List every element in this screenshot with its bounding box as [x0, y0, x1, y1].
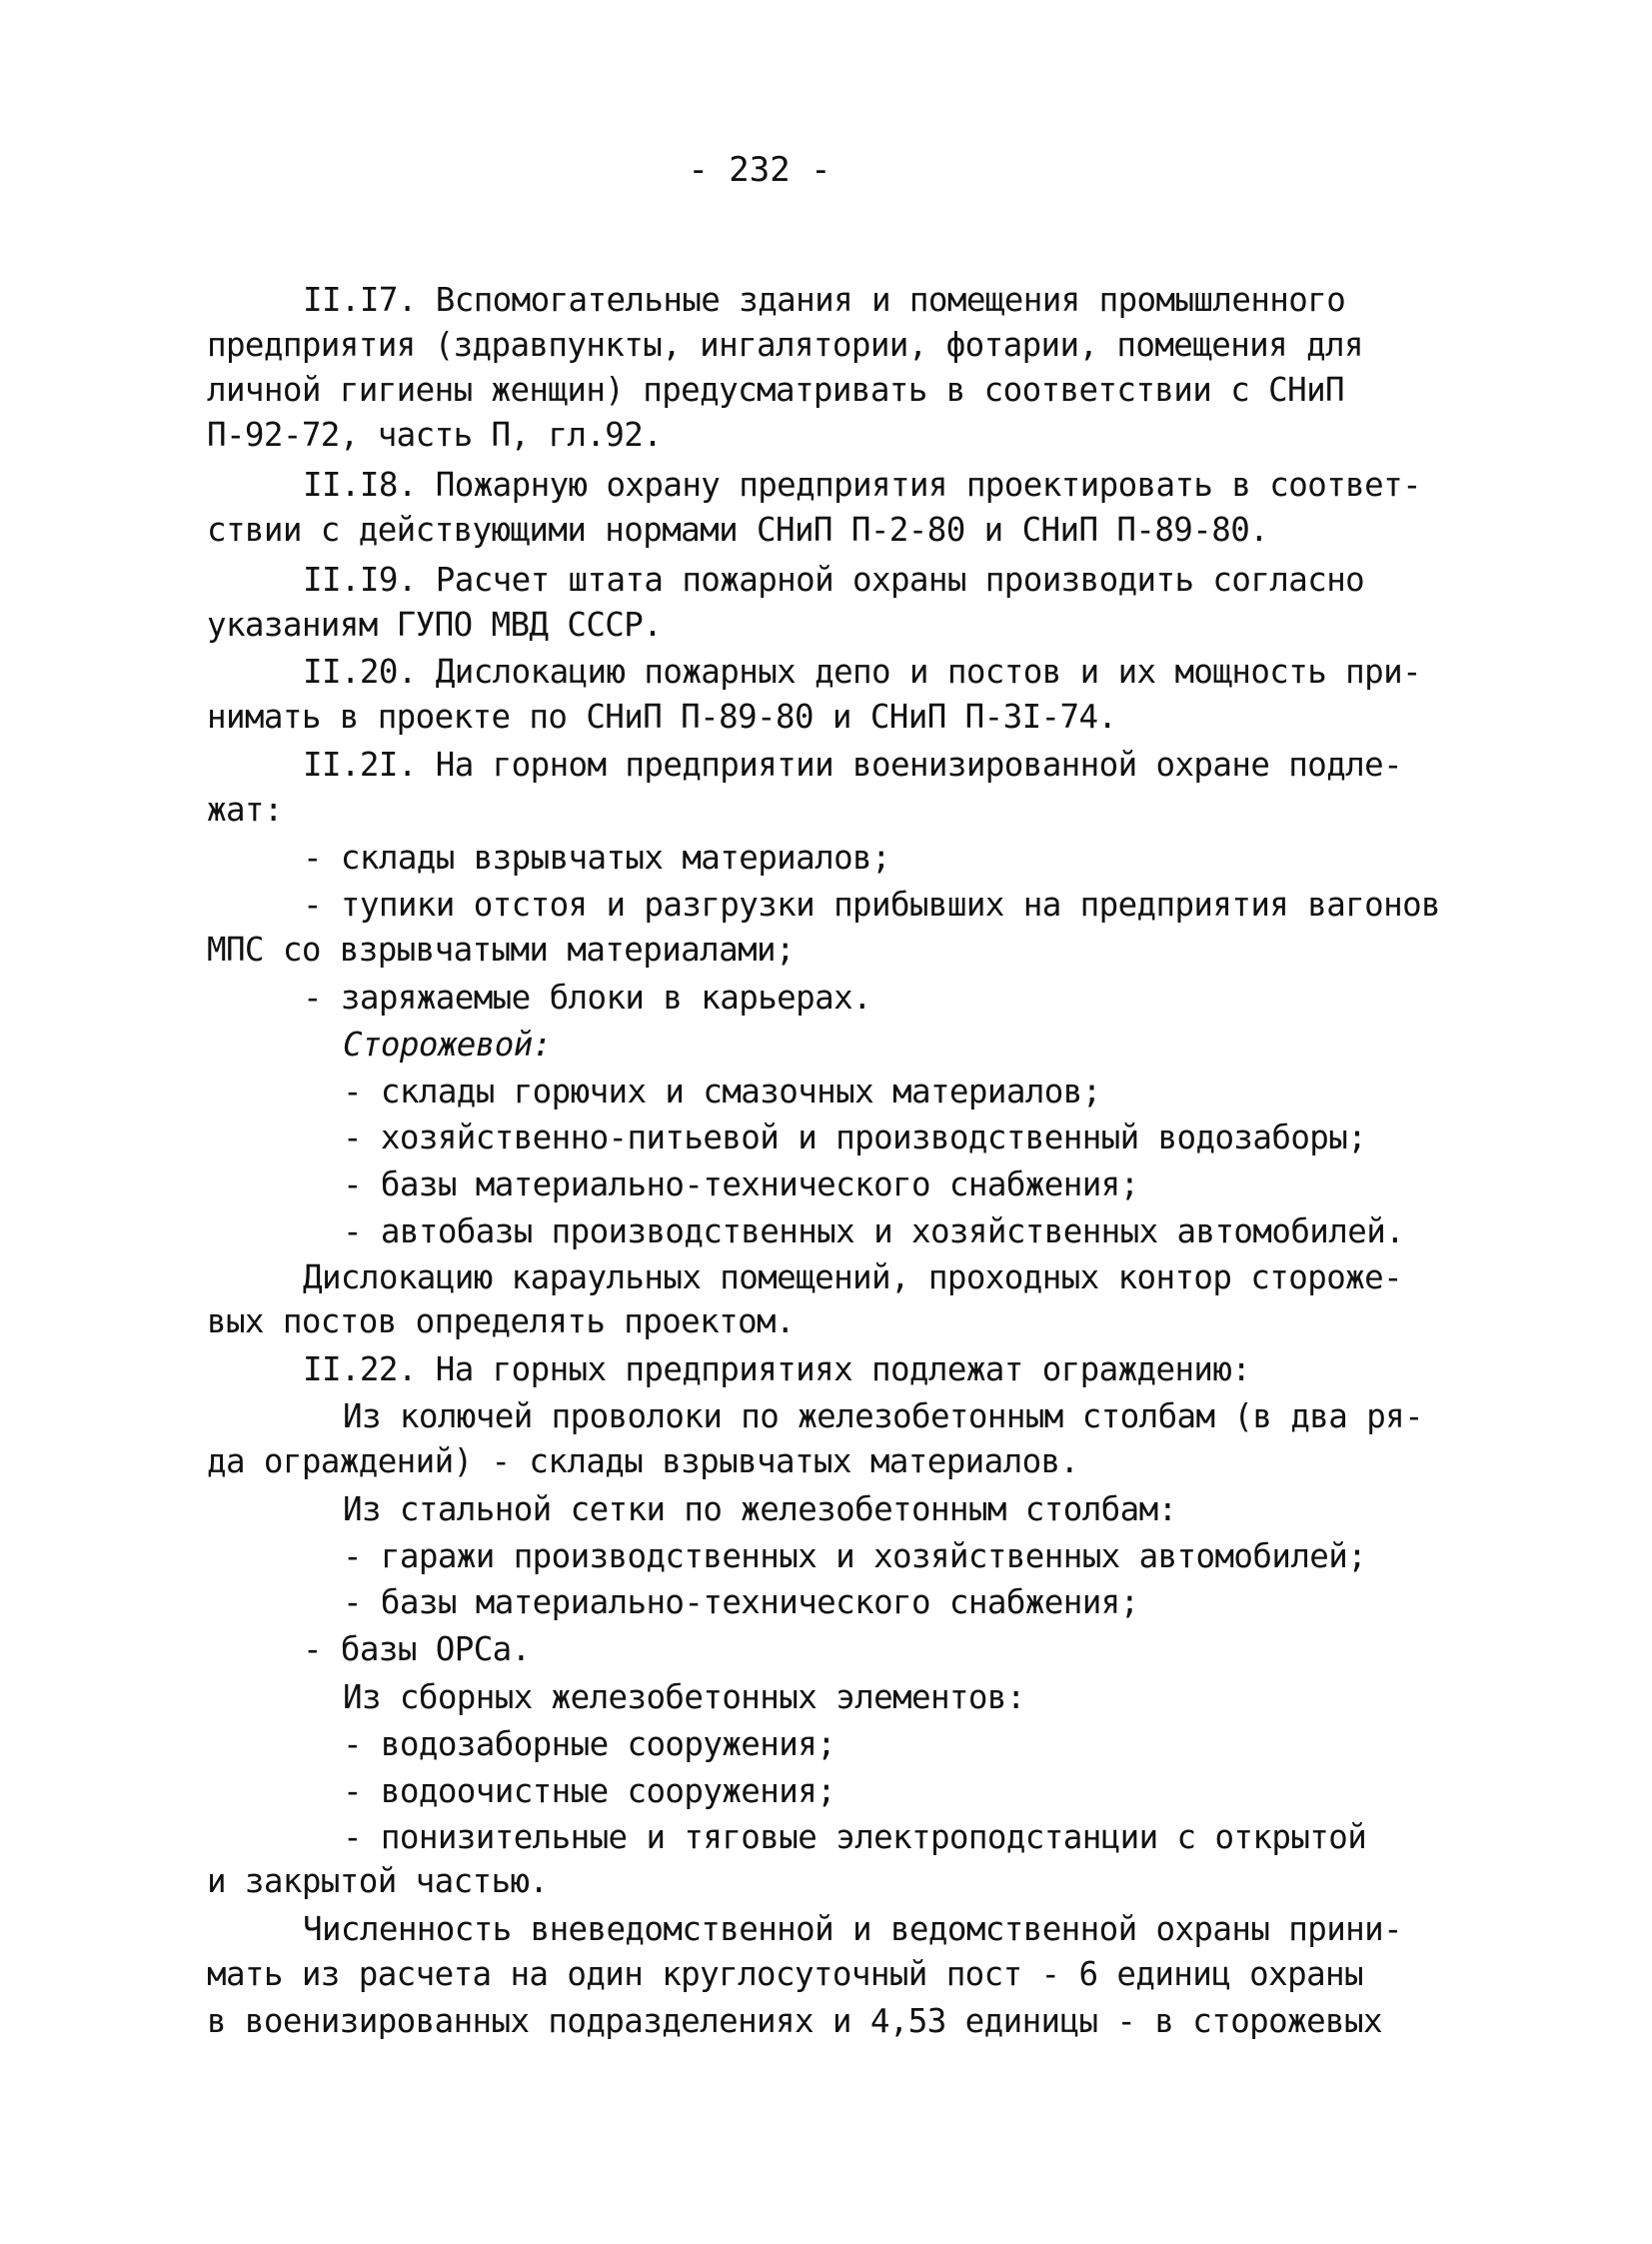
text-line: предприятия (здравпункты, ингалятории, фотарии, помещения для [207, 326, 1363, 364]
text-line: Численность вневедомственной и ведомственной охраны прини- [303, 1910, 1403, 1948]
text-line: II.20. Дислокацию пожарных депо и постов и их мощность при- [303, 653, 1422, 691]
text-line: II.22. На горных предприятиях подлежат ограждению: [303, 1350, 1251, 1388]
text-line: мать из расчета на один круглосуточный пост - 6 единиц охраны [207, 1955, 1363, 1993]
text-line: МПС со взрывчатыми материалами; [207, 931, 795, 969]
list-item: - хозяйственно-питьевой и производственный водозаборы; [343, 1119, 1367, 1156]
text-line: вых постов определять проектом. [207, 1302, 795, 1340]
section-label: Сторожевой: [343, 1026, 552, 1064]
list-item: - склады взрывчатых материалов; [303, 839, 890, 877]
list-item: - гаражи производственных и хозяйственных автомобилей; [343, 1537, 1367, 1575]
text-line: нимать в проекте по СНиП П-89-80 и СНиП П-3I-74. [207, 698, 1117, 736]
text-line: в военизированных подразделениях и 4,53 единицы - в сторожевых [207, 2002, 1382, 2040]
list-item: - тупики отстоя и разгрузки прибывших на предприятия вагонов [303, 886, 1440, 924]
text-line: ствии с действующими нормами СНиП П-2-80 и СНиП П-89-80. [207, 511, 1269, 549]
list-item: - базы ОРСа. [303, 1630, 531, 1668]
list-item: - склады горючих и смазочных материалов; [343, 1073, 1101, 1111]
list-item: - понизительные и тяговые электроподстанции с открытой [343, 1818, 1367, 1856]
text-line: личной гигиены женщин) предусматривать в соответствии с СНиП [207, 371, 1344, 409]
text-line: II.I9. Расчет штата пожарной охраны производить согласно [303, 561, 1365, 599]
text-line: жат: [207, 791, 283, 829]
text-line: Дислокацию караульных помещений, проходных контор стороже- [303, 1258, 1403, 1296]
text-line: II.2I. На горном предприятии военизированной охране подле- [303, 746, 1403, 784]
page-number: - 232 - [688, 150, 831, 190]
text-line: указаниям ГУПО МВД СССР. [207, 606, 663, 644]
list-item: - заряжаемые блоки в карьерах. [303, 979, 871, 1017]
text-line: II.I7. Вспомогательные здания и помещения промышленного [303, 281, 1346, 319]
text-line: П-92-72, часть П, гл.92. [207, 416, 663, 454]
list-item: - автобазы производственных и хозяйственных автомобилей. [343, 1212, 1405, 1250]
list-item: - водозаборные сооружения; [343, 1725, 836, 1763]
list-item: - водоочистные сооружения; [343, 1772, 836, 1810]
list-item: - базы материально-технического снабжения; [343, 1583, 1139, 1621]
text-line: II.I8. Пожарную охрану предприятия проектировать в соответ- [303, 466, 1422, 504]
text-line: и закрытой частью. [207, 1862, 549, 1900]
text-line: Из стальной сетки по железобетонным столбам: [343, 1490, 1177, 1528]
text-line: да ограждений) - склады взрывчатых материалов. [207, 1442, 1079, 1480]
text-line: Из сборных железобетонных элементов: [343, 1678, 1025, 1716]
list-item: - базы материально-технического снабжения; [343, 1165, 1139, 1203]
text-line: Из колючей проволоки по железобетонным столбам (в два ря- [343, 1397, 1424, 1435]
